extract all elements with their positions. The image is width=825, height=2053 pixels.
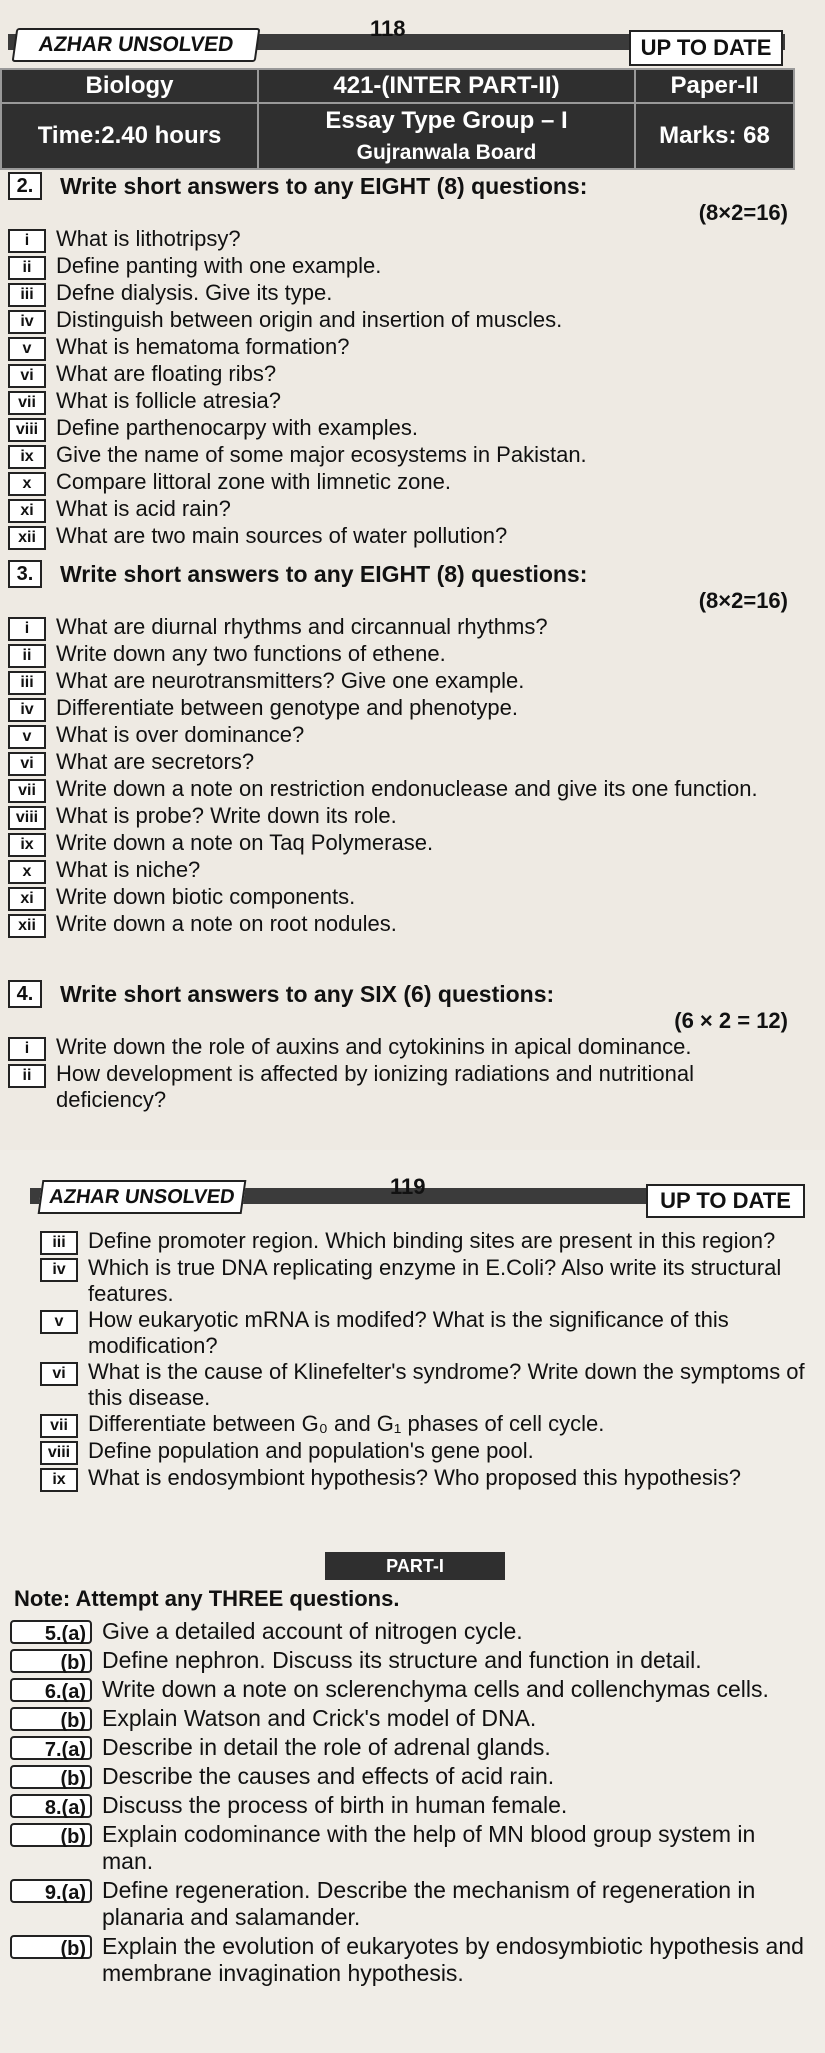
item-number: viii: [8, 418, 46, 442]
item-text: What is endosymbiont hypothesis? Who proposed this hypothesis?: [88, 1465, 742, 1490]
part-label: PART-I: [325, 1552, 505, 1580]
time-allowed: Time:2.40 hours: [1, 103, 258, 169]
question-3: [8, 560, 788, 938]
question-item: [8, 388, 788, 415]
question-item: [8, 253, 788, 280]
item-text: Compare littoral zone with limnetic zone.: [56, 469, 451, 494]
item-text: Write down biotic components.: [56, 884, 356, 909]
long-question-text: Define nephron. Discuss its structure and function in detail.: [102, 1647, 702, 1673]
long-questions: [10, 1618, 810, 1989]
question-item: [8, 911, 788, 938]
item-text: What are diurnal rhythms and circannual rhythms?: [56, 614, 548, 639]
long-question-item: [10, 1877, 810, 1931]
question-item: [40, 1359, 810, 1411]
long-question-item: [10, 1821, 810, 1875]
question-item: [8, 226, 788, 253]
paper-info-table: [0, 68, 795, 170]
item-text: What is acid rain?: [56, 496, 231, 521]
long-question-list: [10, 1618, 810, 1987]
item-text: How development is affected by ionizing radiations and nutritional deficiency?: [56, 1061, 694, 1112]
item-number: i: [8, 617, 46, 641]
item-text: Define panting with one example.: [56, 253, 382, 278]
up-to-date-badge: UP TO DATE: [629, 30, 783, 66]
question-text: Write short answers to any EIGHT (8) questions:: [60, 173, 588, 199]
question-text: Write short answers to any SIX (6) questions:: [60, 981, 555, 1007]
long-question-number: (b): [10, 1765, 92, 1789]
question-item: [8, 749, 788, 776]
item-number: v: [8, 337, 46, 361]
question-item: [40, 1307, 810, 1359]
long-question-number: 5.(a): [10, 1620, 92, 1644]
item-number: xi: [8, 887, 46, 911]
question-marks: (6 × 2 = 12): [674, 1008, 788, 1033]
long-question-item: [10, 1647, 810, 1674]
item-number: ii: [8, 1064, 46, 1088]
item-number: ix: [8, 833, 46, 857]
item-number: iii: [8, 283, 46, 307]
question-item: [8, 469, 788, 496]
item-text: What is lithotripsy?: [56, 226, 241, 251]
long-question-text: Explain the evolution of eukaryotes by endosymbiotic hypothesis and membrane invagination hypothesis.: [102, 1933, 804, 1986]
long-question-text: Explain codominance with the help of MN blood group system in man.: [102, 1821, 756, 1874]
question-number: 4.: [8, 980, 42, 1008]
short-question-list: [8, 1034, 788, 1113]
question-item: [8, 884, 788, 911]
item-number: x: [8, 860, 46, 884]
item-number: vi: [8, 364, 46, 388]
short-question-list: [8, 614, 788, 938]
brand-label: AZHAR UNSOLVED: [38, 1180, 247, 1214]
long-question-item: [10, 1705, 810, 1732]
item-text: What are two main sources of water pollution?: [56, 523, 508, 548]
item-text: Write down any two functions of ethene.: [56, 641, 446, 666]
item-number: vi: [40, 1362, 78, 1386]
question-2: [8, 172, 788, 550]
long-question-text: Give a detailed account of nitrogen cycle.: [102, 1618, 523, 1644]
item-number: vii: [8, 779, 46, 803]
item-text: Which is true DNA replicating enzyme in E.Coli? Also write its structural features.: [88, 1255, 782, 1306]
item-number: vi: [8, 752, 46, 776]
item-text: How eukaryotic mRNA is modifed? What is the significance of this modification?: [88, 1307, 729, 1358]
question-item: [8, 1061, 788, 1113]
question-text: Write short answers to any EIGHT (8) questions:: [60, 561, 588, 587]
item-text: Define parthenocarpy with examples.: [56, 415, 418, 440]
question-heading: [8, 172, 788, 200]
question-heading: [8, 980, 788, 1008]
page-header: [0, 0, 825, 70]
question-item: [40, 1255, 810, 1307]
question-item: [8, 776, 788, 803]
item-number: v: [8, 725, 46, 749]
question-item: [8, 695, 788, 722]
question-item: [8, 857, 788, 884]
question-item: [8, 614, 788, 641]
item-number: xi: [8, 499, 46, 523]
item-text: Differentiate between genotype and phenotype.: [56, 695, 518, 720]
item-text: What is niche?: [56, 857, 201, 882]
question-item: [8, 830, 788, 857]
section-title: Essay Type Group – I: [325, 107, 568, 134]
item-number: xii: [8, 914, 46, 938]
long-question-number: 8.(a): [10, 1794, 92, 1818]
total-marks: Marks: 68: [635, 103, 794, 169]
question-marks: (8×2=16): [698, 588, 788, 613]
long-question-item: [10, 1763, 810, 1790]
long-question-number: 7.(a): [10, 1736, 92, 1760]
long-question-number: (b): [10, 1823, 92, 1847]
question-item: [8, 415, 788, 442]
long-question-item: [10, 1676, 810, 1703]
item-number: ii: [8, 644, 46, 668]
question-item: [8, 361, 788, 388]
question-item: [40, 1438, 810, 1465]
long-question-text: Explain Watson and Crick's model of DNA.: [102, 1705, 537, 1731]
item-text: Write down a note on Taq Polymerase.: [56, 830, 434, 855]
short-question-list: [8, 226, 788, 550]
item-text: Differentiate between G₀ and G₁ phases of cell cycle.: [88, 1411, 605, 1436]
long-question-item: [10, 1618, 810, 1645]
item-number: iii: [8, 671, 46, 695]
item-number: iv: [8, 698, 46, 722]
paper-code: 421-(INTER PART-II): [258, 69, 635, 103]
item-number: ix: [8, 445, 46, 469]
long-question-number: (b): [10, 1935, 92, 1959]
long-question-number: (b): [10, 1649, 92, 1673]
question-item: [8, 334, 788, 361]
page-number: 118: [370, 16, 406, 41]
item-number: i: [8, 229, 46, 253]
question-item: [8, 442, 788, 469]
item-text: What is follicle atresia?: [56, 388, 281, 413]
question-marks: (8×2=16): [698, 200, 788, 225]
question-number: 2.: [8, 172, 42, 200]
brand-label: AZHAR UNSOLVED: [12, 28, 261, 62]
item-text: What is probe? Write down its role.: [56, 803, 397, 828]
question-item: [8, 803, 788, 830]
question-item: [8, 496, 788, 523]
question-number: 3.: [8, 560, 42, 588]
long-question-item: [10, 1792, 810, 1819]
item-number: iii: [40, 1231, 78, 1255]
section-board: [258, 103, 635, 169]
question-item: [8, 523, 788, 550]
long-question-item: [10, 1734, 810, 1761]
item-text: Write down a note on root nodules.: [56, 911, 397, 936]
question-item: [40, 1465, 810, 1492]
item-text: Defne dialysis. Give its type.: [56, 280, 333, 305]
item-number: viii: [40, 1441, 78, 1465]
item-text: Write down the role of auxins and cytokinins in apical dominance.: [56, 1034, 692, 1059]
long-question-item: [10, 1933, 810, 1987]
page-header: [0, 1150, 825, 1220]
item-number: ix: [40, 1468, 78, 1492]
question-item: [8, 280, 788, 307]
long-question-number: 6.(a): [10, 1678, 92, 1702]
item-number: iv: [8, 310, 46, 334]
item-number: vii: [40, 1414, 78, 1438]
long-question-text: Describe in detail the role of adrenal glands.: [102, 1734, 551, 1760]
item-text: Write down a note on restriction endonuclease and give its one function.: [56, 776, 758, 801]
question-4: [8, 980, 788, 1113]
long-question-text: Define regeneration. Describe the mechanism of regeneration in planaria and salamander.: [102, 1877, 756, 1930]
question-item: [8, 668, 788, 695]
item-number: xii: [8, 526, 46, 550]
up-to-date-badge: UP TO DATE: [646, 1184, 805, 1218]
long-question-text: Discuss the process of birth in human female.: [102, 1792, 568, 1818]
question-item: [40, 1411, 810, 1438]
question-item: [8, 1034, 788, 1061]
item-text: What are secretors?: [56, 749, 255, 774]
page-number: 119: [390, 1174, 426, 1199]
question-4-continued: [40, 1228, 810, 1492]
question-item: [8, 307, 788, 334]
paper-name: Paper-II: [635, 69, 794, 103]
question-item: [40, 1228, 810, 1255]
page-119: [0, 1150, 825, 2053]
short-question-list: [40, 1228, 810, 1492]
item-number: vii: [8, 391, 46, 415]
long-question-text: Describe the causes and effects of acid rain.: [102, 1763, 555, 1789]
question-item: [8, 722, 788, 749]
item-number: v: [40, 1310, 78, 1334]
long-question-text: Write down a note on sclerenchyma cells and collenchymas cells.: [102, 1676, 769, 1702]
item-text: Define population and population's gene pool.: [88, 1438, 534, 1463]
item-text: What are neurotransmitters? Give one example.: [56, 668, 525, 693]
board-name: Gujranwala Board: [356, 141, 537, 164]
item-number: ii: [8, 256, 46, 280]
item-text: Distinguish between origin and insertion of muscles.: [56, 307, 563, 332]
item-number: viii: [8, 806, 46, 830]
subject: Biology: [1, 69, 258, 103]
long-question-number: (b): [10, 1707, 92, 1731]
item-text: Give the name of some major ecosystems in Pakistan.: [56, 442, 587, 467]
question-item: [8, 641, 788, 668]
item-text: What is hematoma formation?: [56, 334, 350, 359]
item-text: Define promoter region. Which binding sites are present in this region?: [88, 1228, 776, 1253]
item-text: What is over dominance?: [56, 722, 305, 747]
instruction-note: Note: Attempt any THREE questions.: [14, 1586, 400, 1611]
item-number: x: [8, 472, 46, 496]
long-question-number: 9.(a): [10, 1879, 92, 1903]
question-heading: [8, 560, 788, 588]
item-text: What are floating ribs?: [56, 361, 277, 386]
item-text: What is the cause of Klinefelter's syndrome? Write down the symptoms of this disease.: [88, 1359, 805, 1410]
item-number: i: [8, 1037, 46, 1061]
item-number: iv: [40, 1258, 78, 1282]
